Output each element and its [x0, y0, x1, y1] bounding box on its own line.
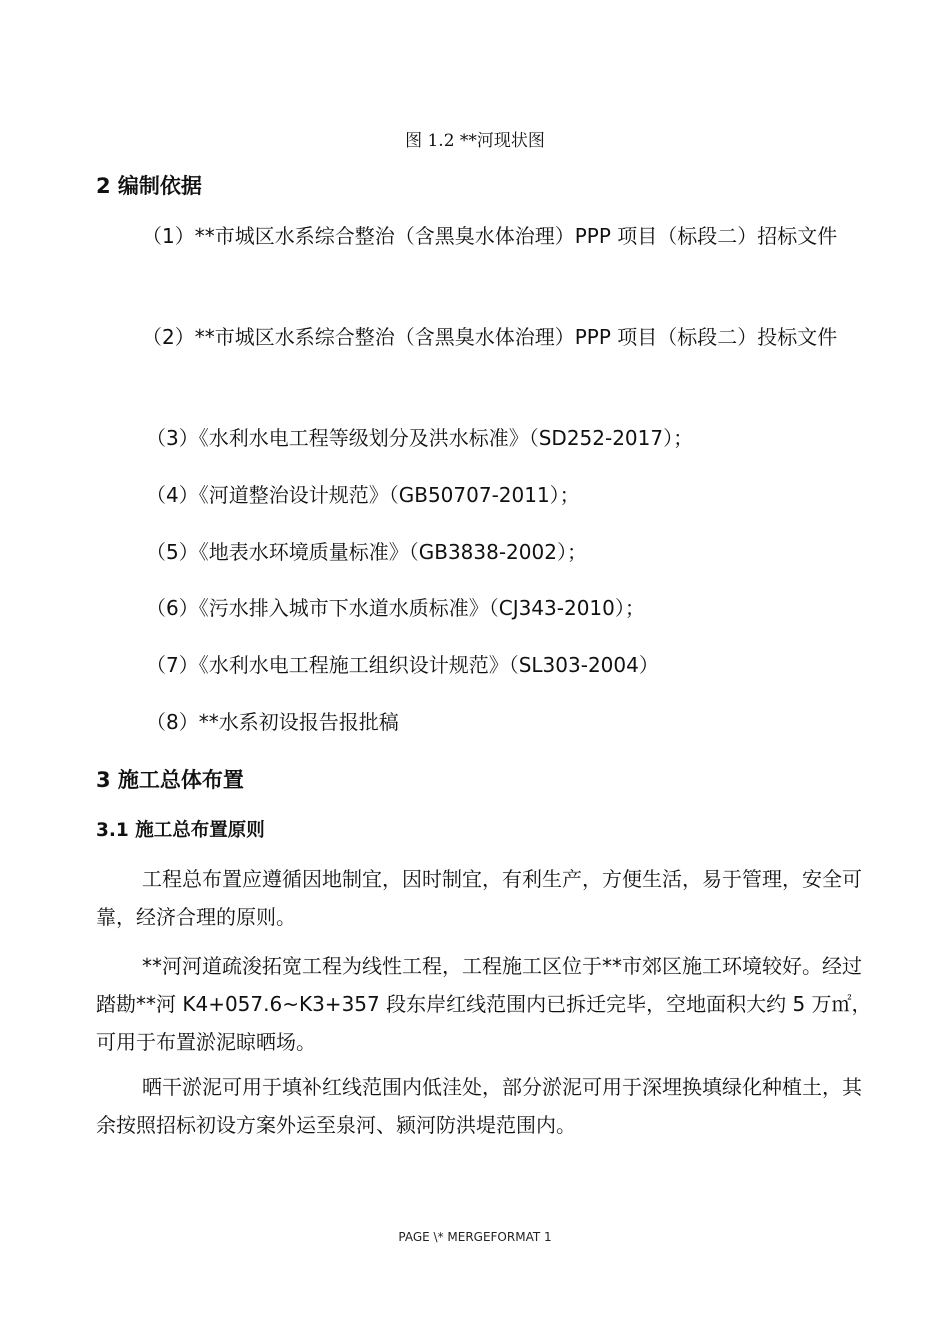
basis-item-5: （5）《地表水环境质量标准》（GB3838-2002）； [146, 540, 587, 564]
page-footer: PAGE \* MERGEFORMAT 1 [398, 1230, 552, 1244]
section-heading-2: 2 编制依据 [96, 174, 202, 198]
basis-item-1: （1）**市城区水系综合整治（含黑臭水体治理）PPP 项目（标段二）招标文件 [142, 224, 838, 248]
paragraph-principle: 工程总布置应遵循因地制宜，因时制宜，有利生产，方便生活，易于管理，安全可靠，经济合理的原则。 [96, 867, 862, 929]
basis-item-4: （4）《河道整治设计规范》（GB50707-2011）； [146, 483, 580, 507]
basis-item-7: （7）《水利水电工程施工组织设计规范》（SL303-2004） [146, 653, 659, 677]
basis-item-6: （6）《污水排入城市下水道水质标准》（CJ343-2010）； [146, 596, 645, 620]
subsection-heading-3-1: 3.1 施工总布置原则 [96, 820, 265, 841]
basis-item-2: （2）**市城区水系综合整治（含黑臭水体治理）PPP 项目（标段二）投标文件 [142, 325, 838, 349]
paragraph-sludge: 晒干淤泥可用于填补红线范围内低洼处，部分淤泥可用于深埋换填绿化种植土，其余按照招标初设方案外运至泉河、颍河防洪堤范围内。 [96, 1075, 862, 1137]
basis-item-8: （8）**水系初设报告报批稿 [146, 710, 399, 734]
basis-item-3: （3）《水利水电工程等级划分及洪水标准》（SD252-2017）； [146, 426, 694, 450]
paragraph-site: **河河道疏浚拓宽工程为线性工程，工程施工区位于**市郊区施工环境较好。经过踏勘**河 K4+057.6~K3+357 段东岸红线范围内已拆迁完毕，空地面积大约 5 万㎡，可用于布置淤泥晾晒场。 [96, 954, 872, 1054]
figure-caption: 图 1.2 **河现状图 [405, 131, 545, 151]
section-heading-3: 3 施工总体布置 [96, 768, 244, 792]
